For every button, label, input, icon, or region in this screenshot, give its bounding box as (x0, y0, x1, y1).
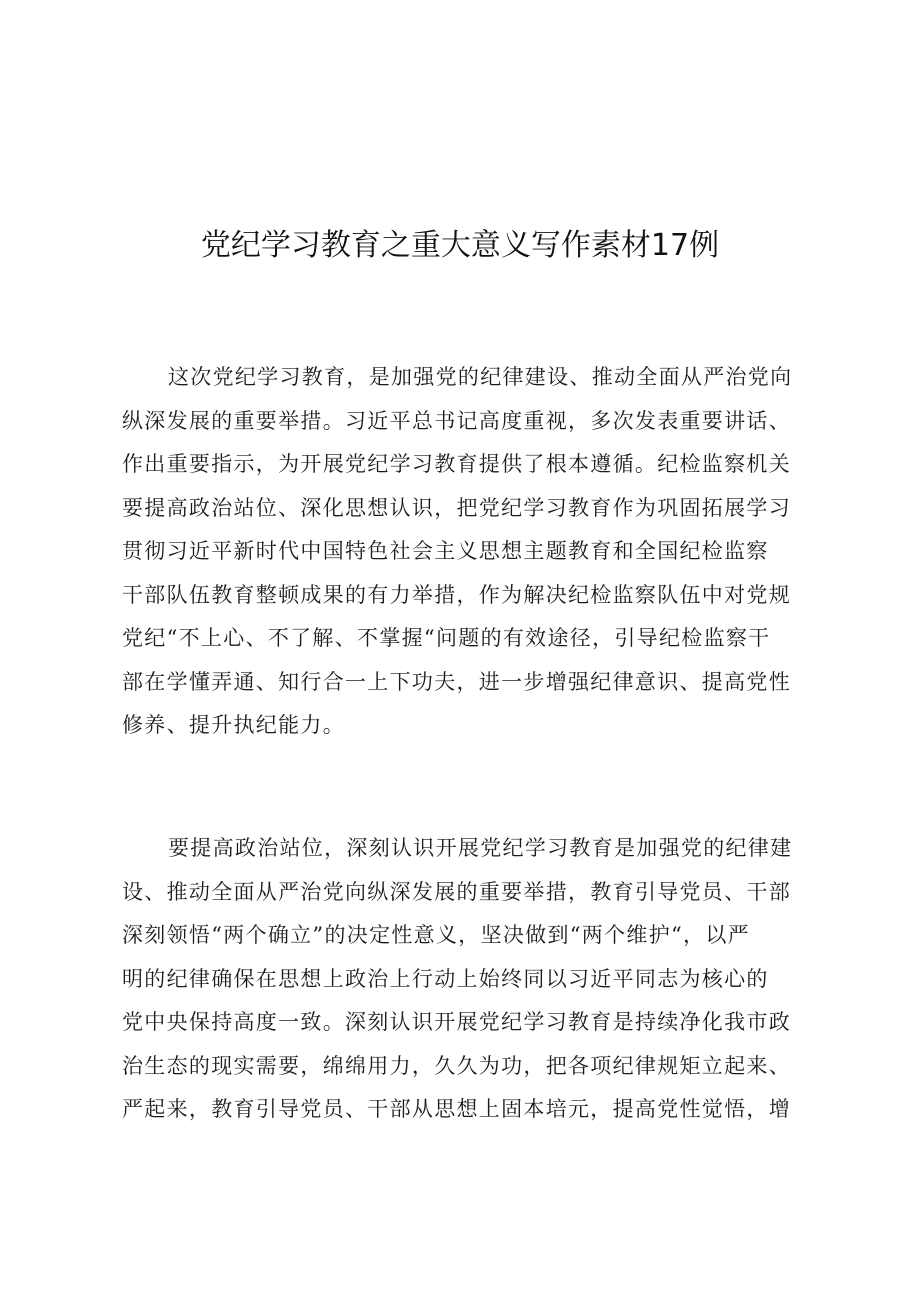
paragraph-line: 党纪“不上心、不了解、不掌握“问题的有效途径，引导纪检监察干 (122, 626, 771, 650)
paragraph-line: 部在学懂弄通、知行合一上下功夫，进一步增强纪律意识、提高党性 (122, 669, 791, 694)
paragraph-2 (122, 827, 812, 1132)
paragraph-line: 干部队伍教育整顿成果的有力举措，作为解决纪检监察队伍中对党规 (122, 582, 791, 607)
paragraph-line: 深刻领悟“两个确立”的决定性意义，坚决做到“两个维护“，以严 (122, 923, 750, 947)
paragraph-line: 设、推动全面从严治党向纵深发展的重要举措，教育引导党员、干部 (122, 879, 791, 904)
paragraph-1 (122, 356, 812, 748)
paragraph-line: 明的纪律确保在思想上政治上行动上始终同以习近平同志为核心的 (122, 966, 769, 991)
paragraph-line: 贯彻习近平新时代中国特色社会主义思想主题教育和全国纪检监察 (122, 539, 769, 563)
paragraph-line: 要提高政治站位，深刻认识开展党纪学习教育是加强党的纪律建 (168, 836, 793, 860)
paragraph-line: 修养、提升执纪能力。 (122, 713, 345, 737)
paragraph-line: 党中央保持高度一致。深刻认识开展党纪学习教育是持续净化我市政 (122, 1010, 791, 1034)
paragraph-line: 作出重要指示，为开展党纪学习教育提供了根本遵循。纪检监察机关 (122, 452, 791, 476)
paragraph-line: 治生态的现实需要，绵绵用力，久久为功，把各项纪律规矩立起来、 (122, 1053, 791, 1078)
paragraph-line: 这次党纪学习教育，是加强党的纪律建设、推动全面从严治党向 (168, 365, 793, 389)
document-title: 党纪学习教育之重大意义写作素材17例 (200, 228, 720, 263)
paragraph-line: 要提高政治站位、深化思想认识，把党纪学习教育作为巩固拓展学习 (122, 495, 791, 520)
paragraph-line: 严起来，教育引导党员、干部从思想上固本培元，提高党性觉悟，增 (122, 1097, 791, 1121)
paragraph-line: 纵深发展的重要举措。习近平总书记高度重视，多次发表重要讲话、 (122, 408, 791, 433)
